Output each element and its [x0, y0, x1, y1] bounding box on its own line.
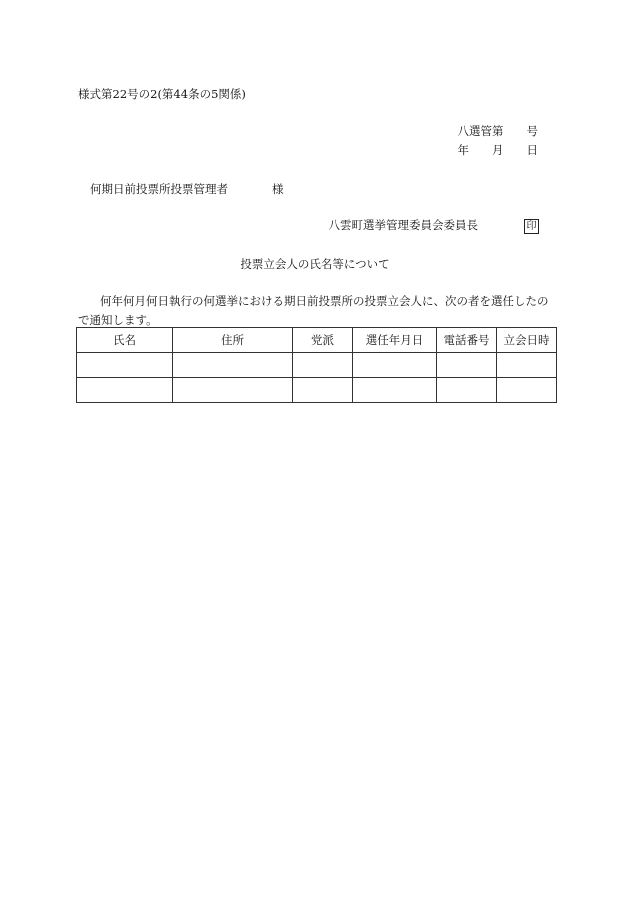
table-cell: [77, 353, 173, 378]
table-cell: [173, 378, 293, 403]
addressee: [90, 181, 284, 197]
sender-name: 八雲町選挙管理委員会委員長: [328, 218, 478, 232]
table-header-row: [77, 328, 557, 353]
column-header-appointment-date: 選任年月日: [353, 328, 437, 353]
column-header-party: 党派: [293, 328, 353, 353]
column-header-name: 氏名: [77, 328, 173, 353]
table-cell: [497, 353, 557, 378]
table-cell: [437, 353, 497, 378]
addressee-honorific: 様: [272, 182, 284, 196]
witness-table: [76, 327, 557, 403]
table-cell: [173, 353, 293, 378]
sender: [329, 217, 540, 234]
document-subject: 投票立会人の氏名等について: [240, 257, 390, 271]
table-cell: [77, 378, 173, 403]
table-row: [77, 378, 557, 403]
document-date: 年 月 日: [457, 143, 538, 157]
column-header-phone: 電話番号: [437, 328, 497, 353]
table-cell: [437, 378, 497, 403]
body-text: 何年何月何日執行の何選挙における期日前投票所の投票立会人に、次の者を選任したので通知します。: [78, 294, 549, 327]
addressee-name: 何期日前投票所投票管理者: [90, 182, 228, 196]
table-cell: [497, 378, 557, 403]
column-header-attendance-datetime: 立会日時: [497, 328, 557, 353]
seal-mark: 印: [524, 219, 539, 234]
document-number: 八選管第 号: [457, 124, 538, 138]
table-cell: [353, 378, 437, 403]
table-row: [77, 353, 557, 378]
table-cell: [293, 353, 353, 378]
form-number: 様式第22号の2(第44条の5関係): [78, 87, 246, 101]
table-cell: [353, 353, 437, 378]
column-header-address: 住所: [173, 328, 293, 353]
table-cell: [293, 378, 353, 403]
